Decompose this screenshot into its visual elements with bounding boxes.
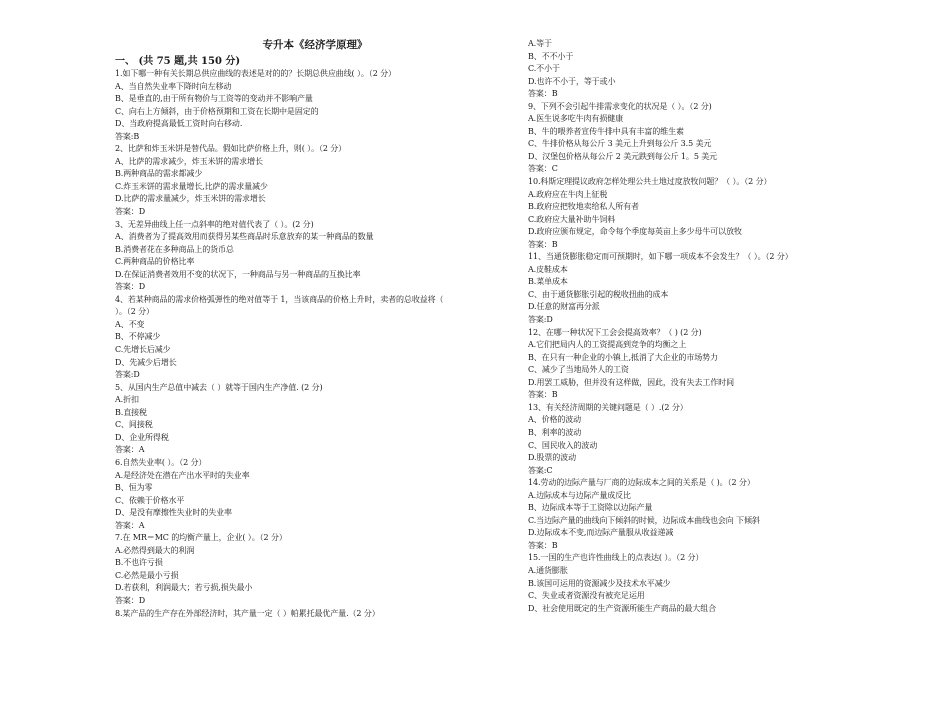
text-line: 10.科斯定理提议政府怎样处理公共土地过度放牧问题？（ ）。（2 分） [528, 177, 772, 187]
text-line: C.不小于 [528, 64, 560, 74]
text-line: D.政府应颁布规定，命令每个季度每英亩上多少母牛可以放牧 [528, 227, 742, 237]
text-line: D、先减少后增长 [115, 357, 177, 367]
text-line: D.若获利，利润最大；若亏损,损失最小 [115, 583, 253, 593]
text-line: B、不不小于 [528, 51, 574, 61]
text-line: 答案：A [115, 445, 145, 455]
text-line: B.该国可运用的资源减少及技术水平减少 [528, 578, 671, 588]
text-line: 答案：B [528, 89, 558, 99]
text-line: 答案:D [115, 370, 140, 380]
text-line: 5、从国内生产总值中减去（ ）就等于国内生产净值. (2 分) [115, 382, 323, 392]
text-line: B、不停减少 [115, 332, 161, 342]
text-line: B.政府应把牧地卖给私人所有者 [528, 202, 639, 212]
text-line: D.用罢工威胁，但并没有这样做，因此，没有失去工作时间 [528, 377, 734, 387]
text-line: 答案：B [528, 540, 558, 550]
text-line: D、是没有摩擦性失业时的失业率 [115, 508, 232, 518]
document-title: 专升本《经济学原理》 [262, 39, 368, 51]
text-line: C.必然是最小亏损 [115, 570, 179, 580]
text-line: 2、比萨和炸玉米饼是替代品。假如比萨价格上升，则( ）。（2 分） [115, 144, 347, 154]
text-line: 11、当通货膨胀稳定而可预期时，如下哪一项成本不会发生？（ ）。（2 分） [528, 252, 793, 262]
text-line: C.炸玉米饼的需求量增长,比萨的需求量减少 [115, 181, 268, 191]
text-line: A.必然得到最大的利润 [115, 545, 195, 555]
text-line: A、消费者为了提高效用而获得另某些商品时乐意放弃的某一种商品的数量 [115, 232, 374, 242]
text-line: A、价格的波动 [528, 415, 582, 425]
text-line: ）。（2 分） [115, 307, 154, 317]
text-line: A.折扣 [115, 395, 139, 405]
text-line: D、企业所得税 [115, 432, 169, 442]
text-line: A、比萨的需求减少，炸玉米饼的需求增长 [115, 156, 263, 166]
text-line: 答案:C [528, 465, 553, 475]
text-line: 答案:B [115, 131, 140, 141]
text-line: 14.劳动的边际产量与厂商的边际成本之间的关系是（ )。（2 分） [528, 478, 755, 488]
text-line: 答案：B [528, 390, 558, 400]
text-line: 7.在 MR＝MC 的均衡产量上，企业( ）。（2 分） [115, 533, 287, 543]
text-line: A.政府应在牛肉上征税 [528, 189, 608, 199]
text-line: 答案：D [115, 207, 146, 217]
text-line: B.消费者花在多种商品上的货币总 [115, 244, 234, 254]
text-line: D、社会使用既定的生产资源所能生产商品的最大组合 [528, 603, 717, 613]
text-line: 12、在哪一种状况下工会会提高效率？（ ) (2 分) [528, 327, 702, 337]
text-line: D、汉堡包价格从每公斤 2 美元跌到每公斤 1。5 美元 [528, 151, 718, 161]
text-line: 答案：A [115, 520, 145, 530]
text-line: D.边际成本不变,而边际产量服从收益递减 [528, 528, 674, 538]
text-line: 答案：C [528, 164, 558, 174]
text-line: D.在保证消费者效用不变的状况下，一种商品与另一种商品的互换比率 [115, 269, 361, 279]
text-line: A、当自然失业率下降时向左移动 [115, 81, 232, 91]
text-line: C.当边际产量的曲线向下倾斜的时候，边际成本曲线也会向 下倾斜 [528, 515, 760, 525]
text-line: B、恒为零 [115, 483, 153, 493]
right-column [528, 38, 908, 615]
text-line: C.政府应大量补助牛饲料 [528, 214, 616, 224]
text-line: A.它们把局内人的工资提高到竞争的均衡之上 [528, 340, 687, 350]
text-line: C、由于通货膨胀引起的税收扭曲的成本 [528, 289, 669, 299]
text-line: 8.某产品的生产存在外部经济时，其产量一定（ ）帕累托最优产量.（2 分） [115, 608, 380, 618]
text-line: C、牛排价格从每公斤 3 美元上升到每公斤 3.5 美元 [528, 139, 712, 149]
text-line: 1.如下哪一种有关长期总供应曲线的表述是对的的？长期总供应曲线( ）。（2 分） [115, 69, 396, 78]
text-line: B.直接税 [115, 407, 147, 417]
text-line: 答案:D [528, 315, 553, 325]
text-line: A.通货膨胀 [528, 565, 568, 575]
text-line: D.比萨的需求量减少，炸玉米饼的需求增长 [115, 194, 266, 204]
section-heading: 一、 (共 75 题,共 150 分) [115, 56, 241, 67]
text-line: C、国民收入的波动 [528, 440, 598, 450]
text-line: 9、下列不会引起牛排需求变化的状况是（ ）。（2 分) [528, 101, 712, 111]
text-line: B、边际成本等于工资除以边际产量 [528, 503, 653, 513]
text-line: C、失业或者资源没有被充足运用 [528, 591, 645, 601]
text-line: B、利率的波动 [528, 427, 582, 437]
left-question-list [115, 68, 485, 620]
text-line: A.皮鞋成本 [528, 264, 568, 274]
right-question-list [528, 38, 908, 615]
text-line: 6.自然失业率( ）。（2 分） [115, 457, 207, 467]
text-line: C.先增长后减少 [115, 345, 171, 355]
text-line: B、是垂直的,由于所有物价与工资等的变动并不影响产量 [115, 94, 313, 104]
text-line: 答案：B [528, 239, 558, 249]
text-line: C.两种商品的价格比率 [115, 257, 195, 267]
text-line: A.边际成本与边际产量成反比 [528, 490, 631, 500]
text-line: 答案：D [115, 282, 146, 292]
text-line: A、不变 [115, 319, 145, 329]
text-line: 13、有关经济周期的关键问题是（ ）.(2 分） [528, 402, 688, 412]
text-line: 15.一国的生产也许性曲线上的点表达( ）。（2 分） [528, 553, 704, 563]
text-line: D.任意的财富再分派 [528, 302, 600, 312]
text-line: A.等于 [528, 39, 552, 48]
text-line: D.股票的波动 [528, 453, 576, 463]
text-line: C、减少了当地局外人的工资 [528, 365, 629, 375]
text-line: B、在只有一种企业的小镇上,抵消了大企业的市场势力 [528, 352, 718, 362]
left-column [115, 38, 485, 620]
text-line: 3、无差异曲线上任一点斜率的绝对值代表了（ ）。(2 分) [115, 219, 314, 229]
text-line: B.菜单成本 [528, 277, 568, 287]
text-line: B、牛的喂养者宣传牛排中具有丰富的维生素 [528, 126, 684, 136]
text-line: D、当政府提高最低工资时向右移动. [115, 119, 243, 129]
text-line: D.也许不小于，等于或小 [528, 76, 616, 86]
text-line: 答案：D [115, 595, 146, 605]
text-line: C、向右上方倾斜，由于价格预期和工资在长期中是固定的 [115, 106, 319, 116]
text-line: 4、若某种商品的需求价格弧弹性的绝对值等于 1，当该商品的价格上升时，卖者的总收益将（ [115, 294, 444, 304]
text-line: C、依赖于价格水平 [115, 495, 185, 505]
text-line: A.是经济处在潜在产出水平时的失业率 [115, 470, 250, 480]
text-line: B.不也许亏损 [115, 558, 163, 568]
text-line: B.两种商品的需求都减少 [115, 169, 203, 179]
text-line: A.医生说多吃牛肉有损健康 [528, 114, 624, 124]
text-line: C、间接税 [115, 420, 153, 430]
